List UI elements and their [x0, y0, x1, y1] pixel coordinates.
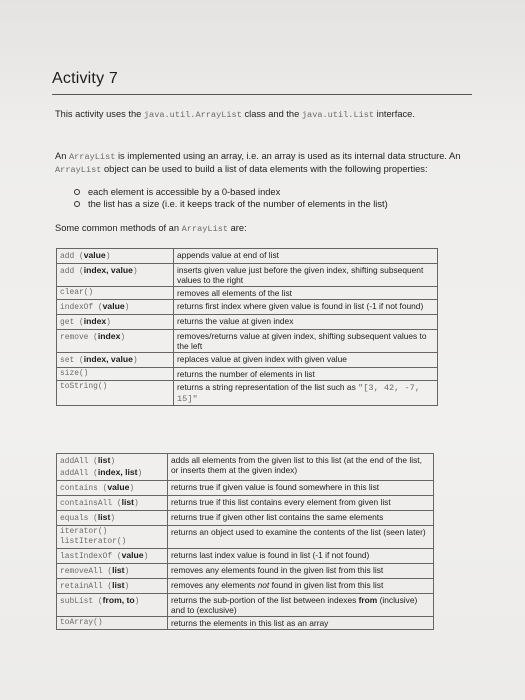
method-cell: retainAll (list) [57, 579, 168, 594]
code-example: "[3, 42, -7, 15]" [177, 383, 420, 404]
page-title: Activity 7 [52, 70, 119, 87]
method-args: value [102, 301, 125, 311]
method-cell [57, 287, 174, 300]
method-cell: get (index) [57, 315, 174, 330]
method-cell [57, 368, 174, 381]
method-name: removeAll [60, 567, 103, 576]
method-description [168, 549, 434, 564]
method-cell [57, 381, 174, 406]
method-description [168, 496, 434, 511]
method-name: equals [60, 514, 89, 523]
table-row [57, 249, 438, 264]
method-cell [57, 617, 168, 630]
method-cell: removeAll (list) [57, 564, 168, 579]
method-cell: add (value) [57, 249, 174, 264]
method-cell: indexOf (value) [57, 300, 174, 315]
description-text: returns true if given other list contains the same elements [171, 512, 384, 522]
table-row [57, 511, 434, 526]
table-row [57, 564, 434, 579]
table-row [57, 368, 438, 381]
methods-intro: Some common methods of an ArrayList are: [55, 223, 247, 234]
method-name: addAll [60, 457, 89, 466]
method-description [174, 249, 438, 264]
method-name: addAll [60, 469, 89, 478]
description-text: removes all elements of the list [177, 288, 292, 298]
list-item: the list has a size (i.e. it keeps track of the number of elements in the list) [72, 198, 388, 210]
method-args: list [112, 580, 125, 590]
method-args: index, value [83, 354, 133, 364]
properties-list [72, 186, 388, 210]
method-name: add [60, 267, 75, 276]
method-description [174, 353, 438, 368]
description-text: returns true if this list contains every element from given list [171, 497, 391, 507]
title-divider [52, 94, 472, 95]
method-cell: remove (index) [57, 330, 174, 353]
method-cell [57, 526, 168, 549]
method-name: retainAll [60, 582, 103, 591]
table-row [57, 579, 434, 594]
method-args: index [97, 331, 121, 341]
table-row [57, 287, 438, 300]
description-text: (inclusive) and to (exclusive) [171, 595, 418, 615]
method-args: index, list [97, 467, 138, 477]
method-name: contains [60, 484, 98, 493]
code-list-interface: java.util.List [301, 110, 375, 120]
method-args: from, to [102, 595, 135, 605]
method-description [174, 264, 438, 287]
method-description [174, 300, 438, 315]
description-text: returns last index value is found in list (-1 if not found) [171, 550, 370, 560]
description-text: appends value at end of list [177, 250, 279, 260]
intro-paragraph: This activity uses the java.util.ArrayList class and the java.util.List interface. [55, 109, 415, 120]
table-row [57, 549, 434, 564]
method-cell: contains (value) [57, 481, 168, 496]
method-name: remove [60, 333, 89, 342]
method-name: clear() [60, 288, 94, 297]
common-methods-table [56, 248, 438, 406]
table-row [57, 300, 438, 315]
table-row [57, 381, 438, 406]
method-args: list [97, 512, 111, 522]
table-body [57, 454, 434, 630]
method-args: index [83, 316, 107, 326]
method-cell: lastIndexOf (value) [57, 549, 168, 564]
description-text: returns a string representation of the list such as [177, 382, 356, 392]
description-text: returns the sub-portion of the list between indexes [171, 595, 357, 605]
table-row [57, 353, 438, 368]
table-row [57, 264, 438, 287]
method-cell: add (index, value) [57, 264, 174, 287]
emphasis-text: not [257, 580, 270, 590]
description-text: returns the number of elements in list [177, 369, 315, 379]
method-args: list [121, 497, 134, 507]
description-text: inserts given value just before the given index, shifting subsequent values to the right [177, 265, 424, 285]
method-cell: equals (list) [57, 511, 168, 526]
list-item: each element is accessible by a 0-based index [72, 186, 388, 198]
method-description [168, 511, 434, 526]
method-name: add [60, 252, 75, 261]
method-description [168, 454, 434, 481]
method-description [168, 481, 434, 496]
more-methods-table [56, 453, 434, 630]
method-description [174, 330, 438, 353]
method-description [168, 594, 434, 617]
description-text: replaces value at given index with given value [177, 354, 347, 364]
bold-text: from [358, 595, 378, 605]
table-row [57, 330, 438, 353]
table-row [57, 496, 434, 511]
description-text: removes/returns value at given index, shifting subsequent values to the left [177, 331, 427, 351]
description-text: returns first index where given value is found in list (-1 if not found) [177, 301, 424, 311]
method-args: list [97, 455, 111, 465]
description-text: returns an object used to examine the contents of the list (seen later) [171, 527, 426, 537]
method-description [168, 526, 434, 549]
method-args: value [83, 250, 106, 260]
method-description [174, 315, 438, 330]
table-row [57, 315, 438, 330]
method-name: indexOf [60, 303, 94, 312]
method-cell: subList (from, to) [57, 594, 168, 617]
method-cell: addAll (list) addAll (index, list) [57, 454, 168, 481]
arraylist-description: An ArrayList is implemented using an array, i.e. an array is used as its internal data structure. An ArrayList object can be used to build a list of data elements with the following properties: [55, 151, 461, 175]
table-row [57, 454, 434, 481]
method-args: list [112, 565, 125, 575]
method-name: listIterator() [60, 537, 127, 546]
method-name: set [60, 356, 75, 365]
description-text: returns the elements in this list as an array [171, 618, 329, 628]
method-name: containsAll [60, 499, 113, 508]
method-description [168, 579, 434, 594]
table-row [57, 526, 434, 549]
description-text: adds all elements from the given list to this list (at the end of the list, or inserts them at the given index) [171, 455, 422, 475]
code-arraylist-class: java.util.ArrayList [143, 110, 242, 120]
method-description [168, 617, 434, 630]
method-name: iterator() [60, 527, 108, 536]
description-text: found in given list from this list [271, 580, 384, 590]
method-name: subList [60, 597, 94, 606]
method-args: value [107, 482, 130, 492]
table-row [57, 481, 434, 496]
method-cell: set (index, value) [57, 353, 174, 368]
description-text: returns the value at given index [177, 316, 294, 326]
method-description [174, 368, 438, 381]
description-text: removes any elements found in the given list from this list [171, 565, 384, 575]
description-text: returns true if given value is found somewhere in this list [171, 482, 380, 492]
table-row [57, 594, 434, 617]
table-body [57, 249, 438, 406]
method-args: index, value [83, 265, 133, 275]
method-name: toArray() [60, 618, 103, 627]
method-name: size() [60, 369, 89, 378]
method-description [174, 287, 438, 300]
description-text: removes any elements [171, 580, 256, 590]
table-row [57, 617, 434, 630]
method-description [168, 564, 434, 579]
method-args: value [121, 550, 144, 560]
method-description [174, 381, 438, 406]
method-name: toString() [60, 382, 108, 391]
method-name: lastIndexOf [60, 552, 113, 561]
method-cell: containsAll (list) [57, 496, 168, 511]
method-name: get [60, 318, 75, 327]
